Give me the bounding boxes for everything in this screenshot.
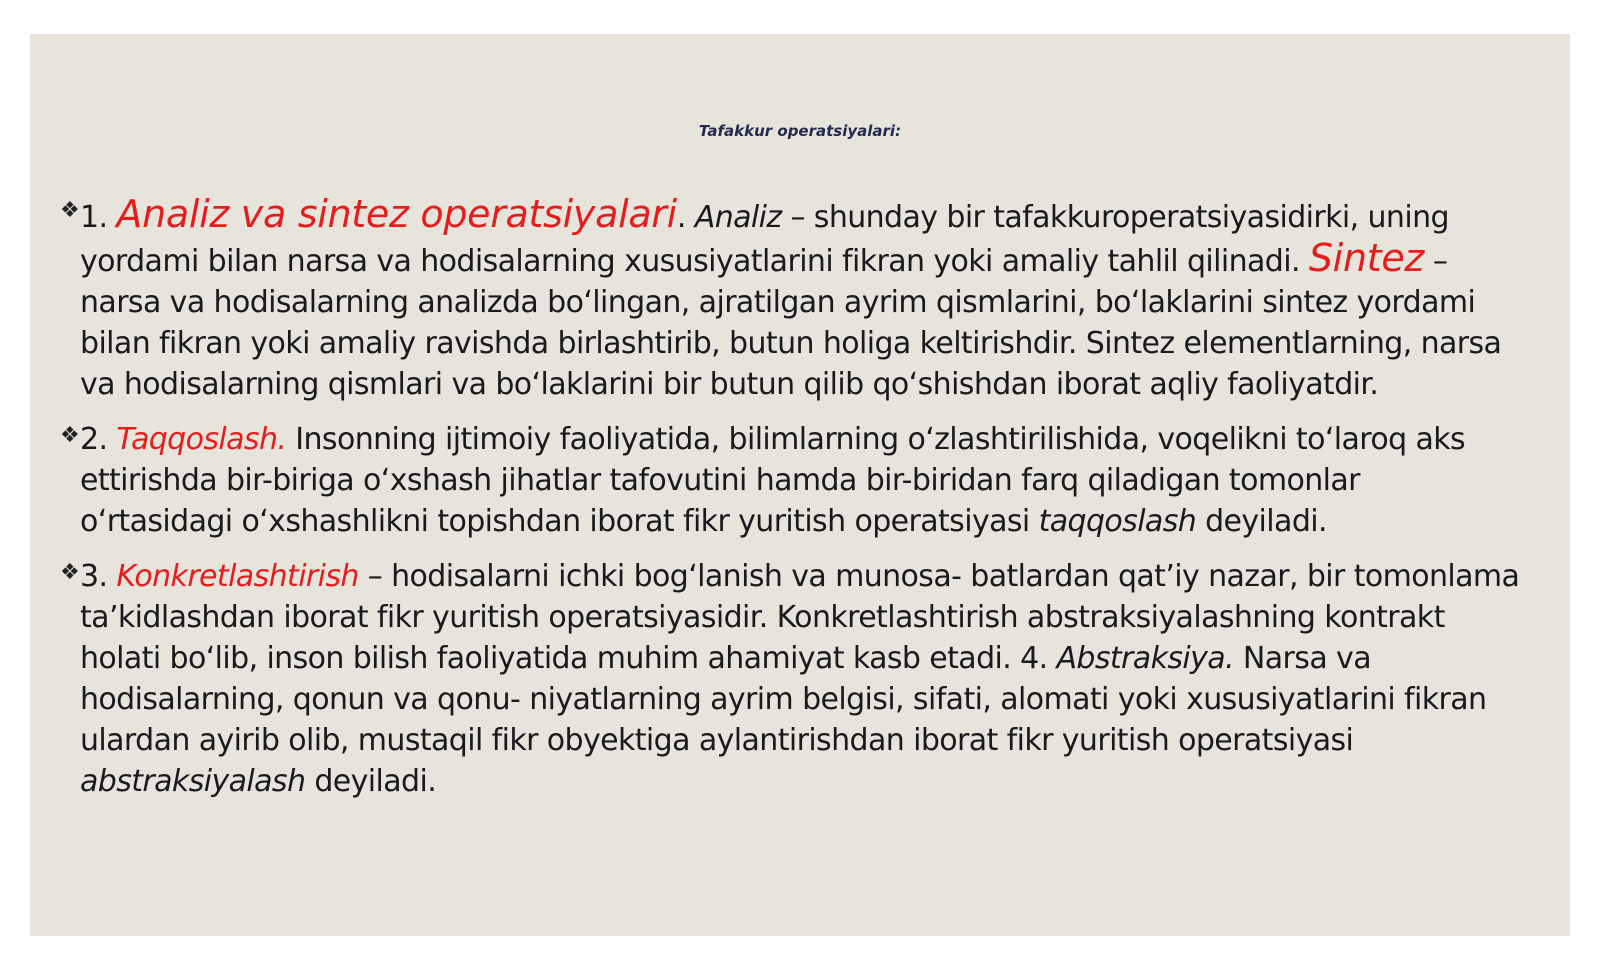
term-taqqoslash: taqqoslash [1038,504,1197,539]
term-analiz: Analiz [694,200,782,235]
term-abstraksiya: Abstraksiya. [1056,641,1234,676]
bullet-heading: Konkretlashtirish [116,559,359,594]
taqqoslash-definition: Insonning ijtimoiy faoliyatida, bilimlarning o‘zlashtirilishida, voqelikni to‘laroq aks ettirishda bir-biriga o‘xshash jihatlar tafovutini hamda bir-biridan farq qiladigan tomonlar o‘rtasidagi o‘xshashlikni topishdan iborat fikr yuritish operatsiyasi [80,422,1466,539]
bullet-item-konkretlashtirish [60,556,1520,802]
bullet-number: 3. [80,559,108,594]
bullet-heading: Taqqoslash. [116,422,287,457]
bullet-number: 2. [80,422,108,457]
abstraksiya-ending: deyiladi. [305,764,437,799]
bullet-number: 1. [80,200,108,235]
bullet-list [60,192,1520,816]
analiz-definition: – shunday bir tafakkuroperatsiyasidirki, uning yordami bilan narsa va hodisalarning xususiyatlarini fikran yoki amaliy tahlil qilinadi. [80,200,1449,279]
abstraksiya-definition: Narsa va hodisalarning, qonun va qonu- niyatlarning ayrim belgisi, sifati, alomati yoki xususiyatlarini fikran ulardan ayirib olib, mustaqil fikr obyektiga aylantirishdan iborat fikr yuritish operatsiyasi [80,641,1487,758]
heading-punctuation: . [676,200,686,235]
sintez-definition: – narsa va hodisalarning analizda bo‘lingan, ajratilgan ayrim qismlarini, bo‘laklarini sintez yordami bilan fikran yoki amaliy ravishda birlashtirib, butun holiga keltirishdir. Sintez elementlarning, narsa va hodisalarning qismlari va bo‘laklarini bir butun qilib qo‘shishdan iborat aqliy faoliyatdir. [80,244,1502,402]
term-abstraksiyalash: abstraksiyalash [80,764,306,799]
diamond-quad-bullet-icon: ❖ [60,560,80,585]
diamond-quad-bullet-icon: ❖ [60,198,80,223]
slide-title: Tafakkur operatsiyalari: [698,122,902,140]
bullet-item-taqqoslash [60,419,1520,542]
bullet-item-analiz-sintez [60,192,1520,405]
taqqoslash-ending: deyiladi. [1196,504,1327,539]
bullet-heading: Analiz va sintez operatsiyalari [116,192,677,236]
konkretlashtirish-definition: – hodisalarni ichki bog‘lanish va munosa- batlardan qat’iy nazar, bir tomonlama ta’kidlashdan iborat fikr yuritish operatsiyasidir. Konkretlashtirish abstraksiyalashning kontrakt holati bo‘lib, inson bilish faoliyatida muhim ahamiyat kasb etadi. 4. [80,559,1520,676]
term-sintez: Sintez [1308,236,1425,280]
slide [30,34,1570,936]
diamond-quad-bullet-icon: ❖ [60,423,80,448]
